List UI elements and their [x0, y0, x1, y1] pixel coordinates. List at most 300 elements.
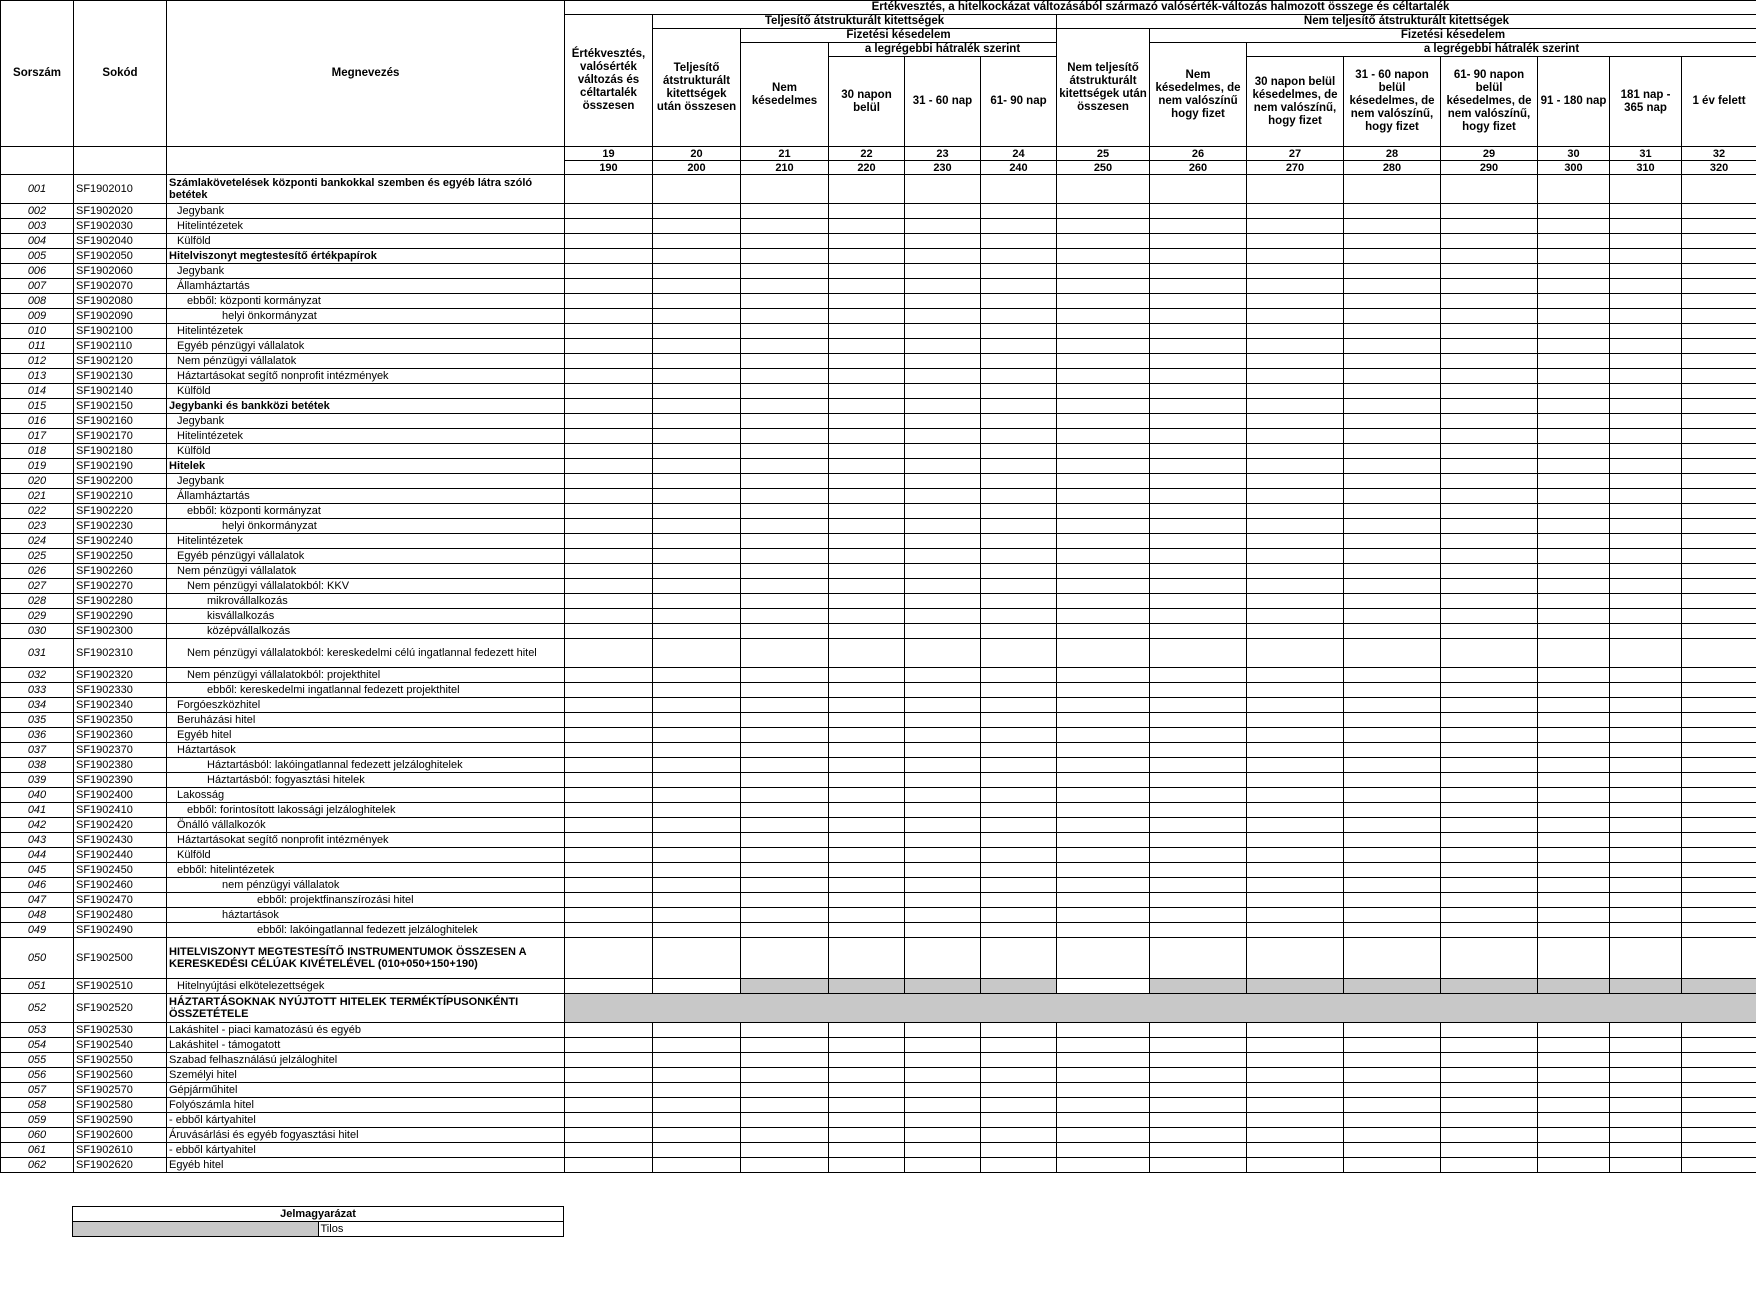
data-cell[interactable]	[653, 354, 741, 369]
data-cell[interactable]	[1247, 234, 1344, 249]
data-cell[interactable]	[653, 1038, 741, 1053]
data-cell[interactable]	[565, 683, 653, 698]
data-cell[interactable]	[1150, 713, 1247, 728]
data-cell[interactable]	[829, 743, 905, 758]
data-cell[interactable]	[1441, 788, 1538, 803]
data-cell[interactable]	[905, 354, 981, 369]
data-cell[interactable]	[653, 444, 741, 459]
data-cell[interactable]	[905, 534, 981, 549]
data-cell[interactable]	[1057, 639, 1150, 668]
data-cell[interactable]	[565, 803, 653, 818]
data-cell[interactable]	[1610, 773, 1682, 788]
data-cell[interactable]	[1441, 833, 1538, 848]
data-cell[interactable]	[1682, 698, 1756, 713]
data-cell[interactable]	[565, 908, 653, 923]
data-cell[interactable]	[905, 624, 981, 639]
data-cell[interactable]	[905, 324, 981, 339]
data-cell[interactable]	[1538, 309, 1610, 324]
data-cell[interactable]	[1150, 683, 1247, 698]
data-cell[interactable]	[981, 1053, 1057, 1068]
data-cell[interactable]	[1344, 668, 1441, 683]
data-cell[interactable]	[829, 758, 905, 773]
data-cell[interactable]	[653, 878, 741, 893]
data-cell[interactable]	[1682, 309, 1756, 324]
data-cell[interactable]	[1441, 519, 1538, 534]
data-cell[interactable]	[1538, 609, 1610, 624]
data-cell[interactable]	[1610, 878, 1682, 893]
data-cell[interactable]	[1441, 354, 1538, 369]
data-cell[interactable]	[1682, 878, 1756, 893]
data-cell[interactable]	[1610, 803, 1682, 818]
data-cell[interactable]	[653, 773, 741, 788]
data-cell[interactable]	[1344, 1158, 1441, 1173]
data-cell[interactable]	[1538, 399, 1610, 414]
data-cell[interactable]	[1682, 249, 1756, 264]
data-cell[interactable]	[1344, 683, 1441, 698]
data-cell[interactable]	[565, 175, 653, 204]
data-cell[interactable]	[565, 1113, 653, 1128]
data-cell[interactable]	[653, 979, 741, 994]
data-cell[interactable]	[1247, 923, 1344, 938]
data-cell[interactable]	[829, 1038, 905, 1053]
data-cell[interactable]	[905, 833, 981, 848]
data-cell[interactable]	[741, 204, 829, 219]
data-cell[interactable]	[1441, 264, 1538, 279]
data-cell[interactable]	[1057, 534, 1150, 549]
data-cell[interactable]	[1538, 264, 1610, 279]
data-cell[interactable]	[1057, 309, 1150, 324]
data-cell[interactable]	[1441, 175, 1538, 204]
data-cell[interactable]	[829, 923, 905, 938]
data-cell[interactable]	[1247, 938, 1344, 979]
data-cell[interactable]	[1247, 683, 1344, 698]
data-cell[interactable]	[653, 1083, 741, 1098]
data-cell[interactable]	[741, 534, 829, 549]
data-cell[interactable]	[1057, 204, 1150, 219]
data-cell[interactable]	[1441, 848, 1538, 863]
data-cell[interactable]	[741, 773, 829, 788]
data-cell[interactable]	[1344, 698, 1441, 713]
data-cell[interactable]	[741, 1053, 829, 1068]
data-cell[interactable]	[1682, 594, 1756, 609]
data-cell[interactable]	[1057, 743, 1150, 758]
data-cell[interactable]	[981, 279, 1057, 294]
data-cell[interactable]	[1682, 279, 1756, 294]
data-cell[interactable]	[905, 579, 981, 594]
data-cell[interactable]	[905, 938, 981, 979]
data-cell[interactable]	[1538, 728, 1610, 743]
data-cell[interactable]	[1610, 204, 1682, 219]
data-cell[interactable]	[1682, 923, 1756, 938]
data-cell[interactable]	[1150, 414, 1247, 429]
data-cell[interactable]	[829, 504, 905, 519]
data-cell[interactable]	[1441, 1113, 1538, 1128]
data-cell[interactable]	[829, 609, 905, 624]
data-cell[interactable]	[1441, 803, 1538, 818]
data-cell[interactable]	[1057, 713, 1150, 728]
data-cell[interactable]	[741, 848, 829, 863]
data-cell[interactable]	[1441, 534, 1538, 549]
data-cell[interactable]	[1247, 758, 1344, 773]
data-cell[interactable]	[1441, 429, 1538, 444]
data-cell[interactable]	[1441, 594, 1538, 609]
data-cell[interactable]	[905, 549, 981, 564]
data-cell[interactable]	[565, 698, 653, 713]
data-cell[interactable]	[1247, 728, 1344, 743]
data-cell[interactable]	[981, 399, 1057, 414]
data-cell[interactable]	[653, 609, 741, 624]
data-cell[interactable]	[1150, 264, 1247, 279]
data-cell[interactable]	[1150, 504, 1247, 519]
data-cell[interactable]	[1150, 624, 1247, 639]
data-cell[interactable]	[565, 1143, 653, 1158]
data-cell[interactable]	[565, 564, 653, 579]
data-cell[interactable]	[1538, 639, 1610, 668]
data-cell[interactable]	[829, 1023, 905, 1038]
data-cell[interactable]	[653, 594, 741, 609]
data-cell[interactable]	[741, 249, 829, 264]
data-cell[interactable]	[1247, 713, 1344, 728]
data-cell[interactable]	[1247, 609, 1344, 624]
data-cell[interactable]	[1682, 773, 1756, 788]
data-cell[interactable]	[1344, 1083, 1441, 1098]
data-cell[interactable]	[1344, 549, 1441, 564]
data-cell[interactable]	[1150, 1098, 1247, 1113]
data-cell[interactable]	[1610, 249, 1682, 264]
data-cell[interactable]	[565, 534, 653, 549]
data-cell[interactable]	[829, 683, 905, 698]
data-cell[interactable]	[741, 1113, 829, 1128]
data-cell[interactable]	[1247, 459, 1344, 474]
data-cell[interactable]	[1150, 848, 1247, 863]
data-cell[interactable]	[1247, 294, 1344, 309]
data-cell[interactable]	[1538, 474, 1610, 489]
data-cell[interactable]	[905, 1068, 981, 1083]
data-cell[interactable]	[741, 818, 829, 833]
data-cell[interactable]	[1150, 833, 1247, 848]
data-cell[interactable]	[565, 309, 653, 324]
data-cell[interactable]	[905, 175, 981, 204]
data-cell[interactable]	[1682, 1053, 1756, 1068]
data-cell[interactable]	[741, 1068, 829, 1083]
data-cell[interactable]	[981, 624, 1057, 639]
data-cell[interactable]	[829, 219, 905, 234]
data-cell[interactable]	[653, 1113, 741, 1128]
data-cell[interactable]	[1057, 564, 1150, 579]
data-cell[interactable]	[981, 1143, 1057, 1158]
data-cell[interactable]	[1538, 564, 1610, 579]
data-cell[interactable]	[565, 1023, 653, 1038]
data-cell[interactable]	[981, 219, 1057, 234]
data-cell[interactable]	[653, 713, 741, 728]
data-cell[interactable]	[829, 354, 905, 369]
data-cell[interactable]	[741, 399, 829, 414]
data-cell[interactable]	[1150, 788, 1247, 803]
data-cell[interactable]	[565, 639, 653, 668]
data-cell[interactable]	[1344, 249, 1441, 264]
data-cell[interactable]	[653, 908, 741, 923]
data-cell[interactable]	[1682, 1038, 1756, 1053]
data-cell[interactable]	[1610, 399, 1682, 414]
data-cell[interactable]	[1344, 818, 1441, 833]
data-cell[interactable]	[1247, 249, 1344, 264]
data-cell[interactable]	[1057, 474, 1150, 489]
data-cell[interactable]	[1057, 384, 1150, 399]
data-cell[interactable]	[1150, 698, 1247, 713]
data-cell[interactable]	[565, 339, 653, 354]
data-cell[interactable]	[1344, 369, 1441, 384]
data-cell[interactable]	[741, 893, 829, 908]
data-cell[interactable]	[1538, 339, 1610, 354]
data-cell[interactable]	[1344, 354, 1441, 369]
data-cell[interactable]	[1441, 938, 1538, 979]
data-cell[interactable]	[1441, 743, 1538, 758]
data-cell[interactable]	[741, 459, 829, 474]
data-cell[interactable]	[653, 668, 741, 683]
data-cell[interactable]	[1610, 549, 1682, 564]
data-cell[interactable]	[1610, 713, 1682, 728]
data-cell[interactable]	[565, 579, 653, 594]
data-cell[interactable]	[1057, 773, 1150, 788]
data-cell[interactable]	[829, 249, 905, 264]
data-cell[interactable]	[1150, 579, 1247, 594]
data-cell[interactable]	[829, 1098, 905, 1113]
data-cell[interactable]	[1344, 594, 1441, 609]
data-cell[interactable]	[1247, 639, 1344, 668]
data-cell[interactable]	[1610, 743, 1682, 758]
data-cell[interactable]	[905, 219, 981, 234]
data-cell[interactable]	[1247, 1023, 1344, 1038]
data-cell[interactable]	[653, 683, 741, 698]
data-cell[interactable]	[905, 264, 981, 279]
data-cell[interactable]	[1441, 579, 1538, 594]
data-cell[interactable]	[1682, 399, 1756, 414]
data-cell[interactable]	[1150, 339, 1247, 354]
data-cell[interactable]	[1538, 1128, 1610, 1143]
data-cell[interactable]	[565, 1053, 653, 1068]
data-cell[interactable]	[1441, 384, 1538, 399]
data-cell[interactable]	[565, 219, 653, 234]
data-cell[interactable]	[1150, 175, 1247, 204]
data-cell[interactable]	[829, 848, 905, 863]
data-cell[interactable]	[1610, 1128, 1682, 1143]
data-cell[interactable]	[981, 1038, 1057, 1053]
data-cell[interactable]	[905, 474, 981, 489]
data-cell[interactable]	[1057, 579, 1150, 594]
data-cell[interactable]	[1610, 1113, 1682, 1128]
data-cell[interactable]	[741, 863, 829, 878]
data-cell[interactable]	[1150, 474, 1247, 489]
data-cell[interactable]	[981, 249, 1057, 264]
data-cell[interactable]	[565, 863, 653, 878]
data-cell[interactable]	[1682, 534, 1756, 549]
data-cell[interactable]	[1150, 938, 1247, 979]
data-cell[interactable]	[1682, 863, 1756, 878]
data-cell[interactable]	[1344, 459, 1441, 474]
data-cell[interactable]	[981, 878, 1057, 893]
data-cell[interactable]	[1247, 309, 1344, 324]
data-cell[interactable]	[829, 444, 905, 459]
data-cell[interactable]	[1610, 1038, 1682, 1053]
data-cell[interactable]	[565, 519, 653, 534]
data-cell[interactable]	[1682, 444, 1756, 459]
data-cell[interactable]	[1344, 713, 1441, 728]
data-cell[interactable]	[653, 294, 741, 309]
data-cell[interactable]	[829, 204, 905, 219]
data-cell[interactable]	[1441, 728, 1538, 743]
data-cell[interactable]	[1247, 848, 1344, 863]
data-cell[interactable]	[1057, 938, 1150, 979]
data-cell[interactable]	[1150, 893, 1247, 908]
data-cell[interactable]	[829, 279, 905, 294]
data-cell[interactable]	[1247, 668, 1344, 683]
data-cell[interactable]	[905, 249, 981, 264]
data-cell[interactable]	[1538, 893, 1610, 908]
data-cell[interactable]	[1057, 549, 1150, 564]
data-cell[interactable]	[653, 1053, 741, 1068]
data-cell[interactable]	[741, 474, 829, 489]
data-cell[interactable]	[829, 728, 905, 743]
data-cell[interactable]	[829, 459, 905, 474]
data-cell[interactable]	[1057, 668, 1150, 683]
data-cell[interactable]	[653, 758, 741, 773]
data-cell[interactable]	[829, 639, 905, 668]
data-cell[interactable]	[981, 579, 1057, 594]
data-cell[interactable]	[565, 549, 653, 564]
data-cell[interactable]	[653, 234, 741, 249]
data-cell[interactable]	[1682, 234, 1756, 249]
data-cell[interactable]	[1538, 234, 1610, 249]
data-cell[interactable]	[981, 324, 1057, 339]
data-cell[interactable]	[653, 175, 741, 204]
data-cell[interactable]	[1057, 354, 1150, 369]
data-cell[interactable]	[1150, 878, 1247, 893]
data-cell[interactable]	[1247, 369, 1344, 384]
data-cell[interactable]	[741, 549, 829, 564]
data-cell[interactable]	[981, 549, 1057, 564]
data-cell[interactable]	[1610, 1158, 1682, 1173]
data-cell[interactable]	[981, 639, 1057, 668]
data-cell[interactable]	[905, 339, 981, 354]
data-cell[interactable]	[1247, 549, 1344, 564]
data-cell[interactable]	[981, 668, 1057, 683]
data-cell[interactable]	[565, 713, 653, 728]
data-cell[interactable]	[653, 399, 741, 414]
data-cell[interactable]	[1682, 1098, 1756, 1113]
data-cell[interactable]	[741, 234, 829, 249]
data-cell[interactable]	[565, 1128, 653, 1143]
data-cell[interactable]	[1610, 893, 1682, 908]
data-cell[interactable]	[1682, 788, 1756, 803]
data-cell[interactable]	[829, 908, 905, 923]
data-cell[interactable]	[905, 594, 981, 609]
data-cell[interactable]	[829, 309, 905, 324]
data-cell[interactable]	[1150, 1053, 1247, 1068]
data-cell[interactable]	[1441, 878, 1538, 893]
data-cell[interactable]	[1344, 639, 1441, 668]
data-cell[interactable]	[1441, 444, 1538, 459]
data-cell[interactable]	[981, 534, 1057, 549]
data-cell[interactable]	[1344, 833, 1441, 848]
data-cell[interactable]	[1247, 204, 1344, 219]
data-cell[interactable]	[1150, 803, 1247, 818]
data-cell[interactable]	[905, 1053, 981, 1068]
data-cell[interactable]	[829, 414, 905, 429]
data-cell[interactable]	[1150, 639, 1247, 668]
data-cell[interactable]	[741, 1098, 829, 1113]
data-cell[interactable]	[1247, 908, 1344, 923]
data-cell[interactable]	[1610, 219, 1682, 234]
data-cell[interactable]	[1682, 504, 1756, 519]
data-cell[interactable]	[653, 339, 741, 354]
data-cell[interactable]	[1057, 863, 1150, 878]
data-cell[interactable]	[1538, 1083, 1610, 1098]
data-cell[interactable]	[1682, 1083, 1756, 1098]
data-cell[interactable]	[905, 893, 981, 908]
data-cell[interactable]	[1441, 1128, 1538, 1143]
data-cell[interactable]	[653, 833, 741, 848]
data-cell[interactable]	[1538, 1023, 1610, 1038]
data-cell[interactable]	[981, 339, 1057, 354]
data-cell[interactable]	[1057, 788, 1150, 803]
data-cell[interactable]	[829, 549, 905, 564]
data-cell[interactable]	[1247, 489, 1344, 504]
data-cell[interactable]	[1441, 1158, 1538, 1173]
data-cell[interactable]	[1247, 564, 1344, 579]
data-cell[interactable]	[1682, 564, 1756, 579]
data-cell[interactable]	[905, 399, 981, 414]
data-cell[interactable]	[1610, 564, 1682, 579]
data-cell[interactable]	[1247, 878, 1344, 893]
data-cell[interactable]	[741, 833, 829, 848]
data-cell[interactable]	[1344, 414, 1441, 429]
data-cell[interactable]	[905, 758, 981, 773]
data-cell[interactable]	[1610, 639, 1682, 668]
data-cell[interactable]	[1247, 1083, 1344, 1098]
data-cell[interactable]	[1057, 893, 1150, 908]
data-cell[interactable]	[1344, 758, 1441, 773]
data-cell[interactable]	[741, 668, 829, 683]
data-cell[interactable]	[1682, 369, 1756, 384]
data-cell[interactable]	[565, 1068, 653, 1083]
data-cell[interactable]	[741, 698, 829, 713]
data-cell[interactable]	[1344, 1038, 1441, 1053]
data-cell[interactable]	[1150, 384, 1247, 399]
data-cell[interactable]	[829, 519, 905, 534]
data-cell[interactable]	[981, 923, 1057, 938]
data-cell[interactable]	[653, 1098, 741, 1113]
data-cell[interactable]	[565, 788, 653, 803]
data-cell[interactable]	[1610, 474, 1682, 489]
data-cell[interactable]	[981, 294, 1057, 309]
data-cell[interactable]	[1057, 219, 1150, 234]
data-cell[interactable]	[829, 234, 905, 249]
data-cell[interactable]	[1610, 279, 1682, 294]
data-cell[interactable]	[653, 863, 741, 878]
data-cell[interactable]	[565, 668, 653, 683]
data-cell[interactable]	[905, 908, 981, 923]
data-cell[interactable]	[1538, 743, 1610, 758]
data-cell[interactable]	[1247, 1128, 1344, 1143]
data-cell[interactable]	[1344, 1053, 1441, 1068]
data-cell[interactable]	[1344, 399, 1441, 414]
data-cell[interactable]	[1150, 429, 1247, 444]
data-cell[interactable]	[1247, 1068, 1344, 1083]
data-cell[interactable]	[829, 713, 905, 728]
data-cell[interactable]	[829, 474, 905, 489]
data-cell[interactable]	[829, 668, 905, 683]
data-cell[interactable]	[1538, 534, 1610, 549]
